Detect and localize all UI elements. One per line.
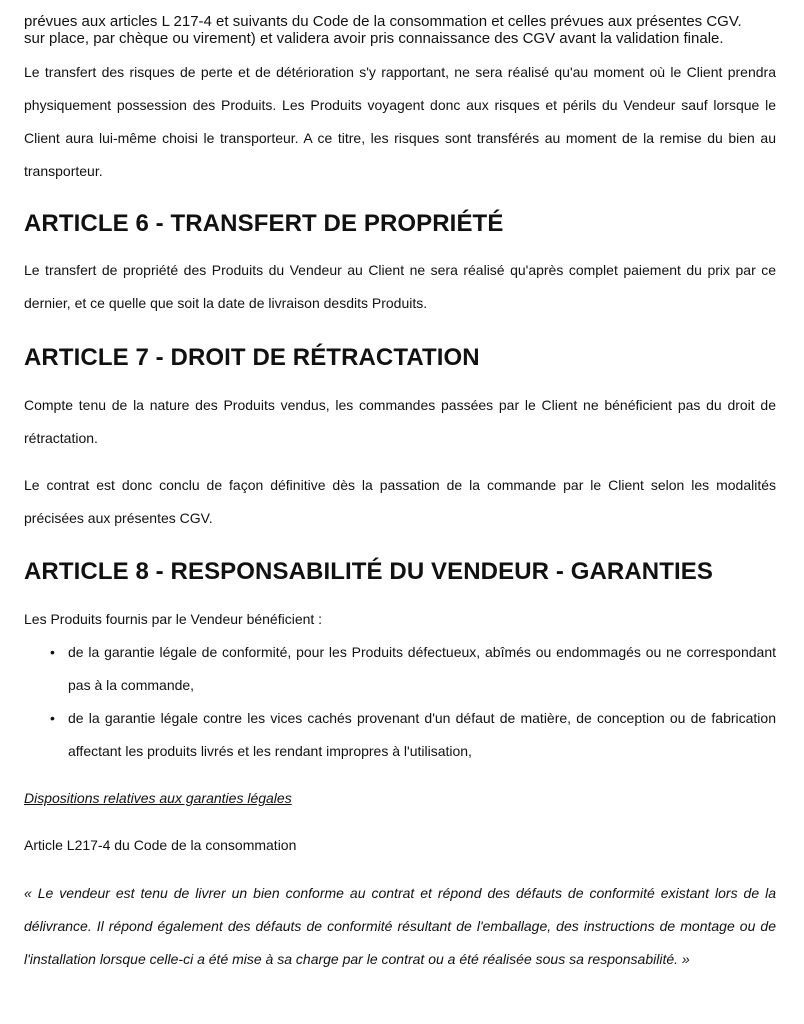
article-7-title: ARTICLE 7 - DROIT DE RÉTRACTATION	[24, 344, 480, 371]
legal-quote: « Le vendeur est tenu de livrer un bien conforme au contrat et répond des défauts de conformité existant lors de la délivrance. Il répond également des défauts de conformité résultant de l'emballage, des instructions de montage ou de l'installation lorsque celle-ci a été mise à sa charge par le contrat ou a été réalisée sous sa responsabilité. »	[24, 885, 776, 967]
fragment-line-2: sur place, par chèque ou virement) et validera avoir pris connaissance des CGV avant la validation finale.	[24, 30, 724, 47]
list-item-text: de la garantie légale de conformité, pour les Produits défectueux, abîmés ou endommagés ou ne correspondant pas à la commande,	[68, 644, 776, 693]
article-6-title: ARTICLE 6 - TRANSFERT DE PROPRIÉTÉ	[24, 210, 504, 237]
bullet-icon: •	[50, 710, 55, 726]
guarantees-list	[48, 636, 776, 768]
article-7-paragraph-2: Le contrat est donc conclu de façon définitive dès la passation de la commande par le Client selon les modalités précisées aux présentes CGV.	[24, 477, 776, 526]
list-item	[48, 636, 776, 702]
dispositions-heading: Dispositions relatives aux garanties légales	[24, 790, 292, 806]
article-6-paragraph: Le transfert de propriété des Produits du Vendeur au Client ne sera réalisé qu'après complet paiement du prix par ce dernier, et ce quelle que soit la date de livraison desdits Produits.	[24, 262, 776, 311]
fragment-line-1: prévues aux articles L 217-4 et suivants du Code de la consommation et celles prévues aux présentes CGV.	[24, 13, 742, 30]
list-item-text: de la garantie légale contre les vices cachés provenant d'un défaut de matière, de conception ou de fabrication affectant les produits livrés et les rendant impropres à l'utilisation,	[68, 710, 776, 759]
list-item	[48, 702, 776, 768]
bullet-icon: •	[50, 644, 55, 660]
article-7-paragraph-1: Compte tenu de la nature des Produits vendus, les commandes passées par le Client ne bénéficient pas du droit de rétractation.	[24, 397, 776, 446]
article-8-title: ARTICLE 8 - RESPONSABILITÉ DU VENDEUR - GARANTIES	[24, 558, 713, 585]
risk-transfer-paragraph: Le transfert des risques de perte et de détérioration s'y rapportant, ne sera réalisé qu'au moment où le Client prendra physiquement possession des Produits. Les Produits voyagent donc aux risques et périls du Vendeur sauf lorsque le Client aura lui-même choisi le transporteur. A ce titre, les risques sont transférés au moment de la remise du bien au transporteur.	[24, 64, 776, 179]
article-reference: Article L217-4 du Code de la consommation	[24, 837, 297, 853]
article-8-intro: Les Produits fournis par le Vendeur bénéficient :	[24, 611, 323, 627]
